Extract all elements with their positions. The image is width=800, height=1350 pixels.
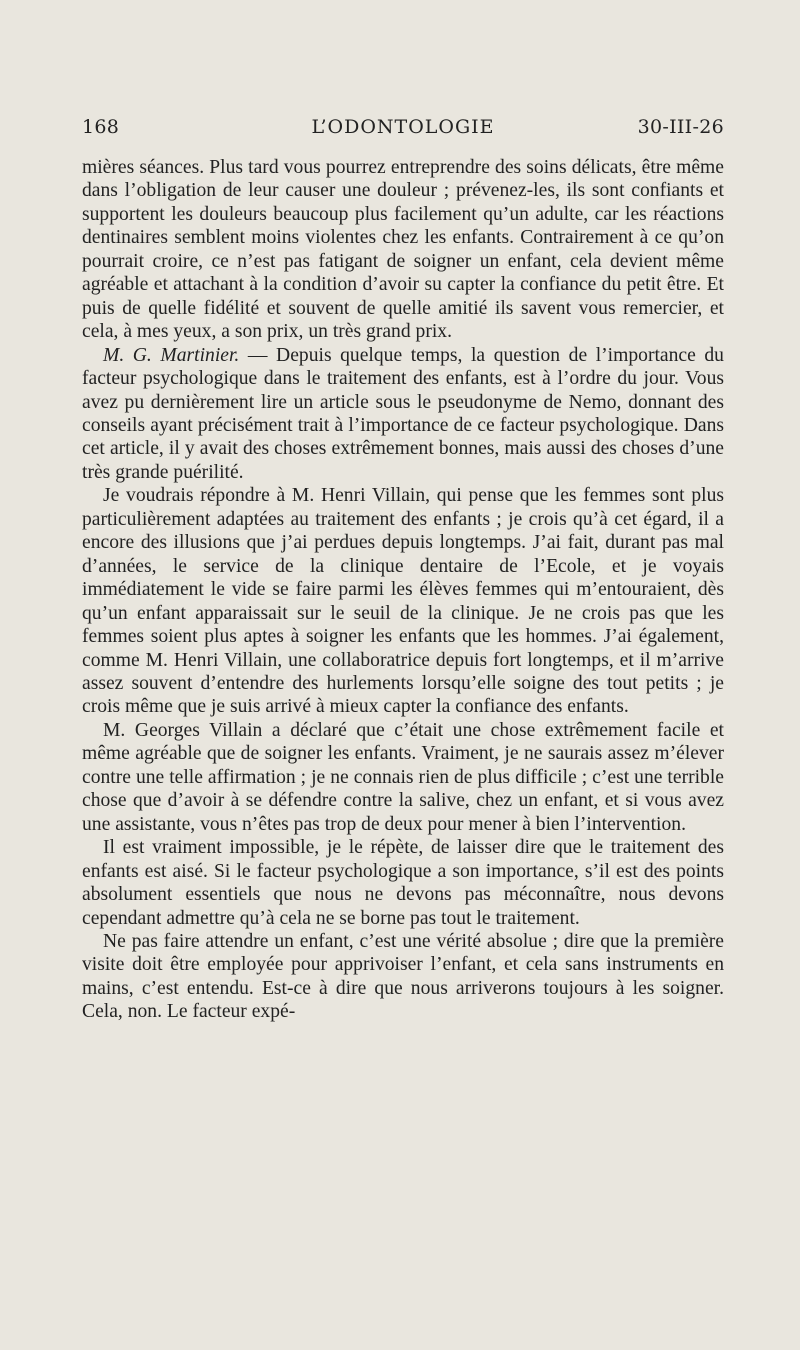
paragraph-1: mières séances. Plus tard vous pourrez entreprendre des soins délicats, être même dans l’obligation de leur causer une douleur ; prévenez-les, ils sont confiants et supportent les douleurs beaucoup plus facilement qu’un adulte, car les réactions dentinaires semblent moins violentes chez les enfants. Contrairement à ce qu’on pourrait croire, ce n’est pas fatigant de soigner un enfant, cela devient même agréable et attachant à la condition d’avoir su capter la confiance du petit être. Et puis de quelle fidélité et souvent de quelle amitié ils savent vous remercier, et cela, à mes yeux, a son prix, un très grand prix. bbox=[82, 157, 724, 343]
paragraph-6: Ne pas faire attendre un enfant, c’est une vérité absolue ; dire que la première visite doit être employée pour apprivoiser l’enfant, et cela sans instruments en mains, c’est entendu. Est-ce à dire que nous arriverons toujours à les soigner. Cela, non. Le facteur expé- bbox=[82, 930, 724, 1023]
article-body bbox=[82, 156, 724, 1024]
running-header bbox=[82, 116, 724, 144]
paragraph-2-text: — Depuis quelque temps, la question de l’importance du facteur psychologique dans le traitement des enfants, est à l’ordre du jour. Vous avez pu dernièrement lire un article sous le pseudonyme de Nemo, donnant des conseils ayant précisément trait à l’importance de ce facteur psychologique. Dans cet article, il y avait des choses extrêmement bonnes, mais aussi des choses d’une très grande puérilité. bbox=[82, 344, 724, 483]
paragraph-2 bbox=[82, 344, 724, 485]
paragraph-5: Il est vraiment impossible, je le répète, de laisser dire que le traitement des enfants est aisé. Si le facteur psychologique a son importance, s’il est des points absolument essentiels que nous ne devons pas méconnaître, nous devons cependant admettre qu’à cela ne se borne pas tout le traitement. bbox=[82, 837, 724, 929]
speaker-name: M. G. Martinier. bbox=[103, 344, 240, 366]
paragraph-3: Je voudrais répondre à M. Henri Villain, qui pense que les femmes sont plus particulièrement adaptées au traitement des enfants ; je crois qu’à cet égard, il a encore des illusions que j’ai perdues depuis longtemps. J’ai fait, durant pas mal d’années, le service de la clinique dentaire de l’Ecole, et je voyais immédiatement le vide se faire parmi les élèves femmes qui m’entouraient, dès qu’un enfant apparaissait sur le seuil de la clinique. Je ne crois pas que les femmes soient plus aptes à soigner les enfants que les hommes. J’ai également, comme M. Henri Villain, une collaboratrice depuis fort longtemps, et il m’arrive assez souvent d’entendre des hurlements lorsqu’elle soigne des tout petits ; je crois même que je suis arrivé à mieux capter la confiance des enfants. bbox=[82, 485, 724, 718]
page-number: 168 bbox=[82, 116, 120, 138]
journal-title: L’ODONTOLOGIE bbox=[311, 116, 495, 138]
issue-date: 30-III-26 bbox=[637, 116, 724, 138]
paragraph-4: M. Georges Villain a déclaré que c’était une chose extrêmement facile et même agréable que de soigner les enfants. Vraiment, je ne saurais assez m’élever contre une telle affirmation ; je ne connais rien de plus difficile ; c’est une terrible chose que d’avoir à se défendre contre la salive, chez un enfant, et si vous avez une assistante, vous n’êtes pas trop de deux pour mener à bien l’intervention. bbox=[82, 719, 724, 835]
